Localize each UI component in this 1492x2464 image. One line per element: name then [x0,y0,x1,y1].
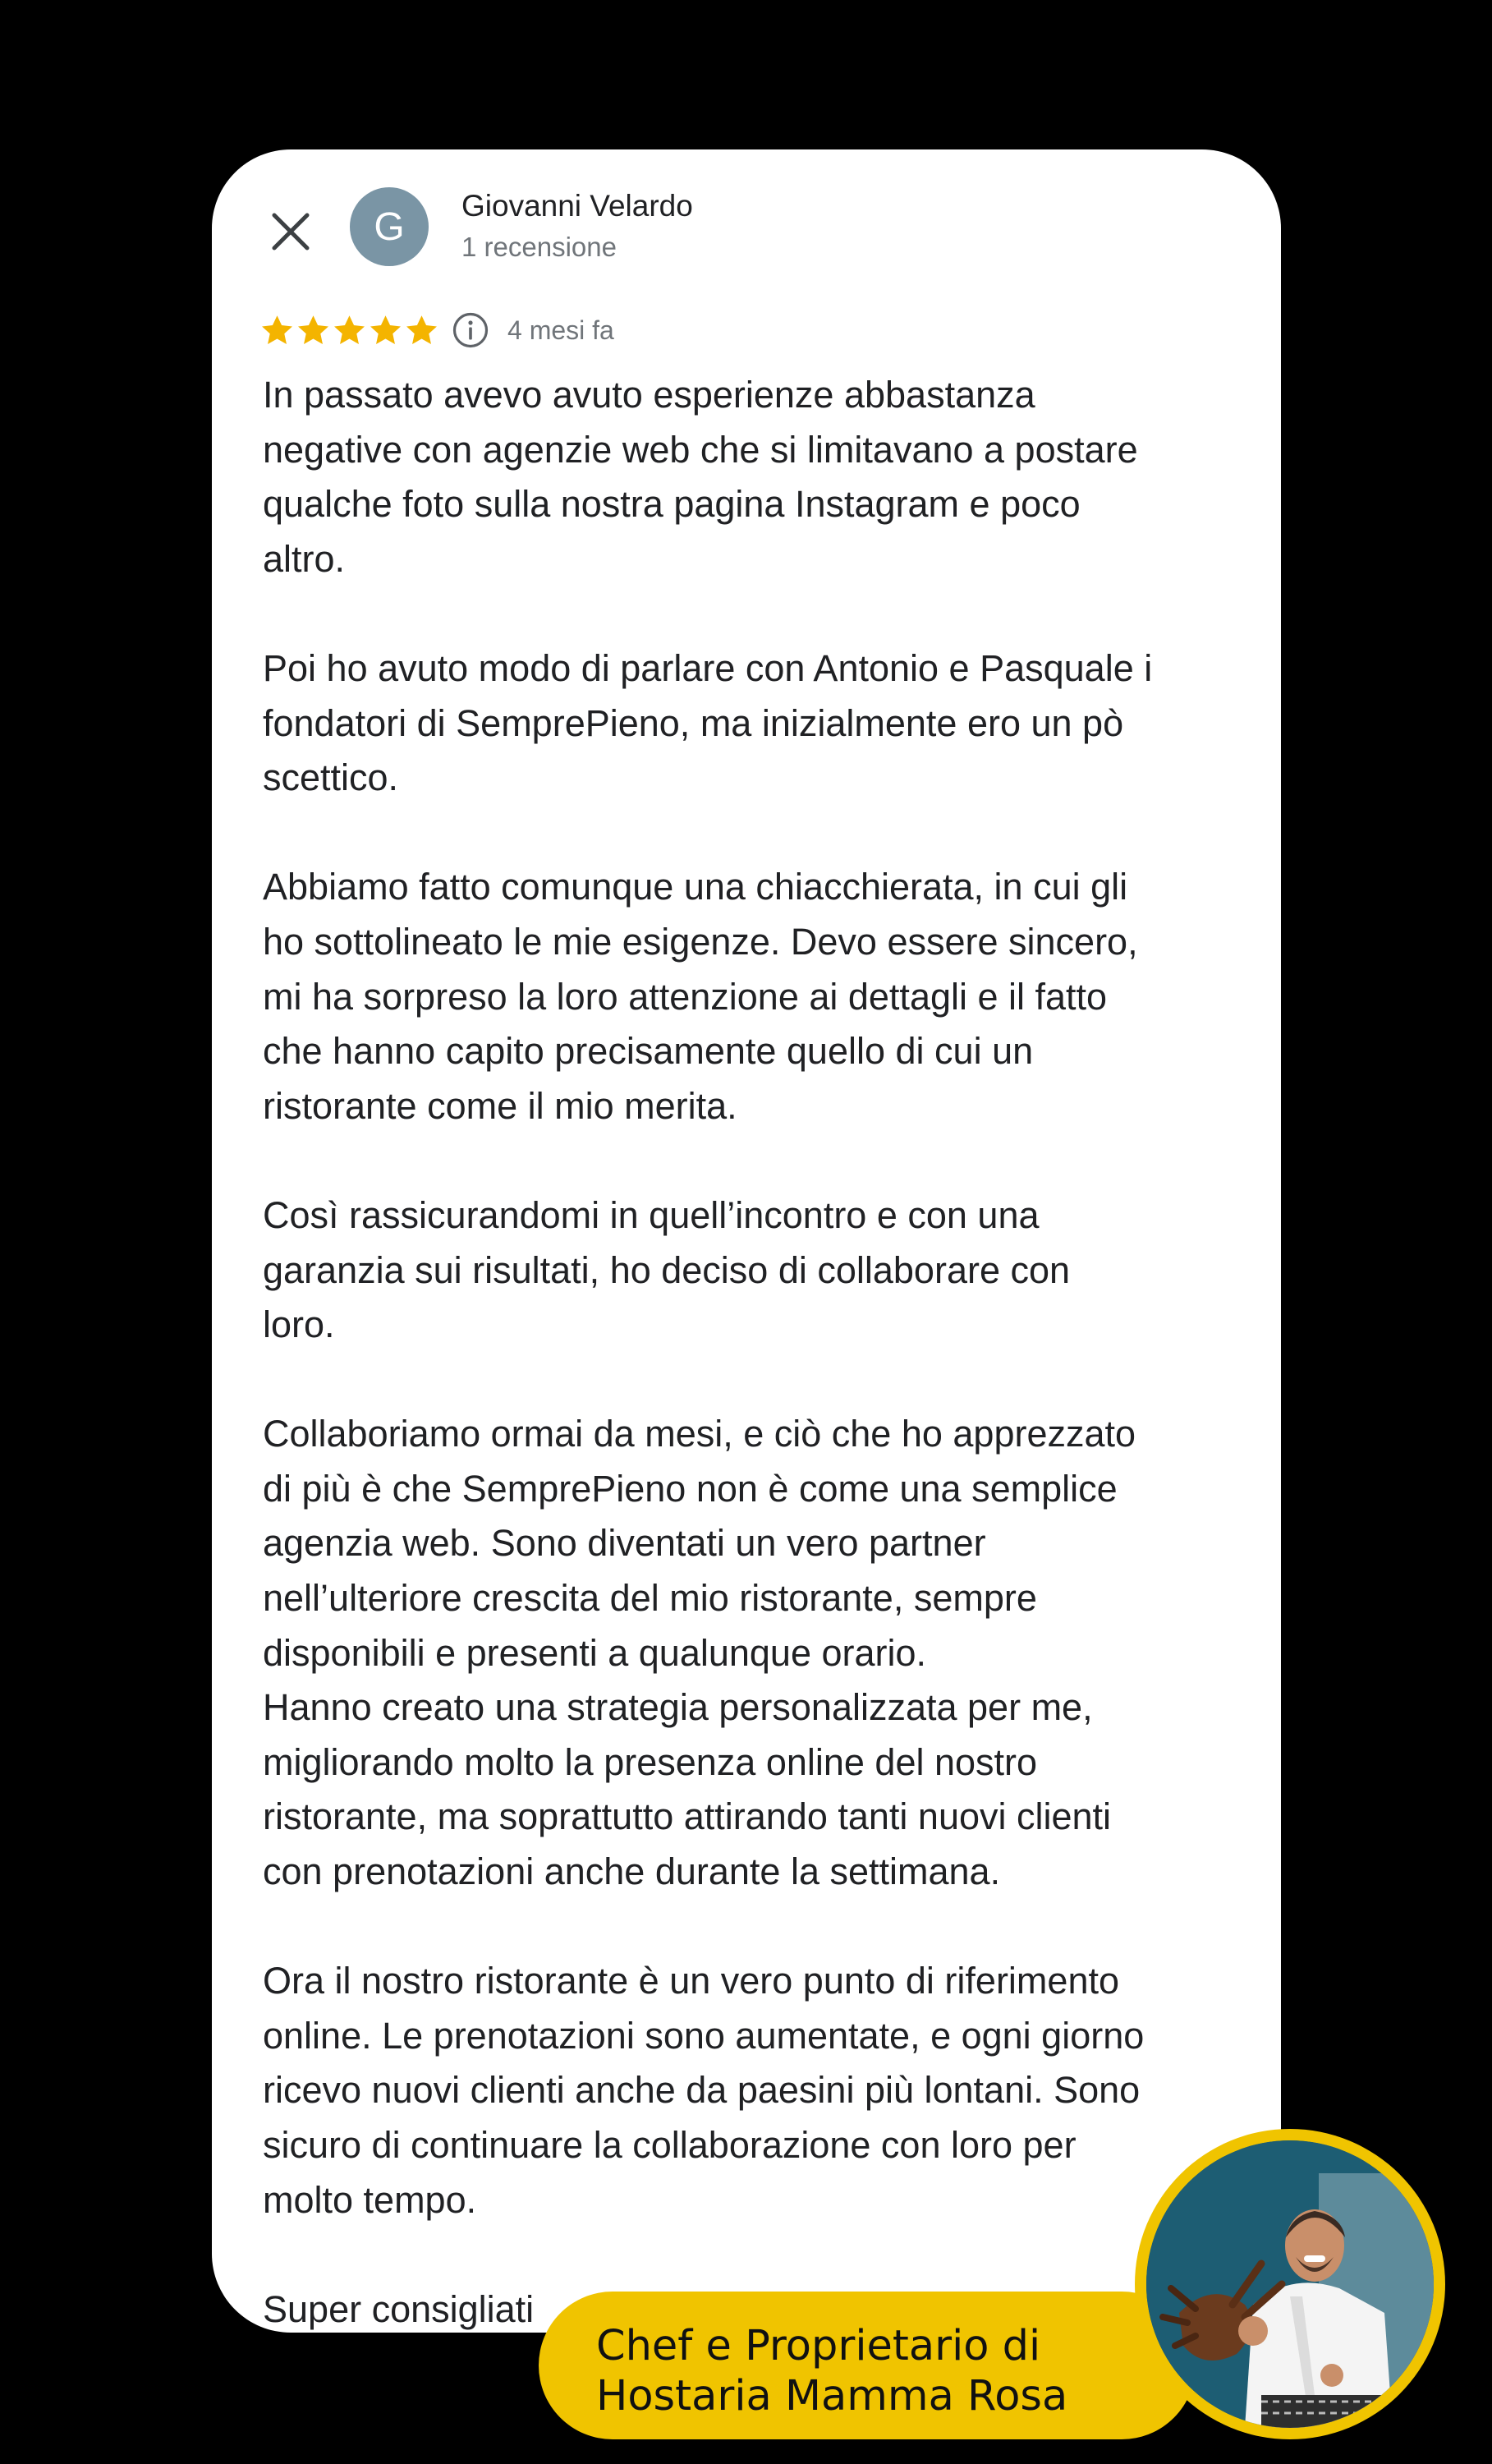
review-text [263,368,1281,2333]
star-icon [332,313,367,348]
review-date: 4 mesi fa [507,315,614,345]
review-paragraph-4: Così rassicurandomi in quell’incontro e con una garanzia sui risultati, ho deciso di collaborare con loro. [263,1193,1071,1346]
reviewer-review-count: 1 recensione [461,232,617,262]
caption-line-1: Chef e Proprietario di [596,2322,1041,2370]
star-rating [259,313,440,348]
star-icon [368,313,403,348]
review-paragraph-6: Ora il nostro ristorante è un vero punto di riferimento online. Le prenotazioni sono aumentate, e ogni giorno ricevo nuovi clienti anche da paesini più lontani. Sono sicuro di continuare la collaborazione con loro per molto tempo. [263,1960,1145,2221]
chef-photo-illustration [1146,2140,1434,2428]
star-icon [404,313,439,348]
reviewer-name[interactable]: Giovanni Velardo [461,189,693,223]
avatar[interactable] [350,187,429,266]
star-icon [296,313,331,348]
review-paragraph-5: Collaboriamo ormai da mesi, e ciò che ho apprezzato di più è che SemprePieno non è come una semplice agenzia web. Sono diventati un vero partner nell’ulteriore crescita del mio ristorante, sempre disponibili e presenti a qualunque orario. Hanno creato una strategia personalizzata per me, migliorando molto la presenza online del nostro ristorante, ma soprattutto attirando tanti nuovi clienti con prenotazioni anche durante la settimana. [263,1413,1136,1893]
avatar-initial: G [374,205,405,249]
review-paragraph-2: Poi ho avuto modo di parlare con Antonio e Pasquale i fondatori di SemprePieno, ma inizialmente ero un pò scettico. [263,646,1153,799]
review-paragraph-3: Abbiamo fatto comunque una chiacchierata, in cui gli ho sottolineato le mie esigenze. Devo essere sincero, mi ha sorpreso la loro attenzione ai dettagli e il fatto che hanno capito precisamente quello di cui un ristorante come il mio merita. [263,866,1138,1127]
review-card [212,149,1281,2333]
caption-text [596,2321,1067,2421]
caption-line-2: Hostaria Mamma Rosa [596,2372,1068,2420]
review-paragraph-7: Super consigliati [263,2287,535,2330]
rating-row [259,307,614,353]
close-button[interactable] [258,199,324,264]
star-icon [259,313,295,348]
chef-photo [1146,2140,1434,2428]
close-icon[interactable] [272,213,310,251]
info-icon[interactable] [452,311,489,349]
review-paragraph-1: In passato avevo avuto esperienze abbastanza negative con agenzie web che si limitavano a postare qualche foto sulla nostra pagina Instagram e poco altro. [263,374,1138,580]
